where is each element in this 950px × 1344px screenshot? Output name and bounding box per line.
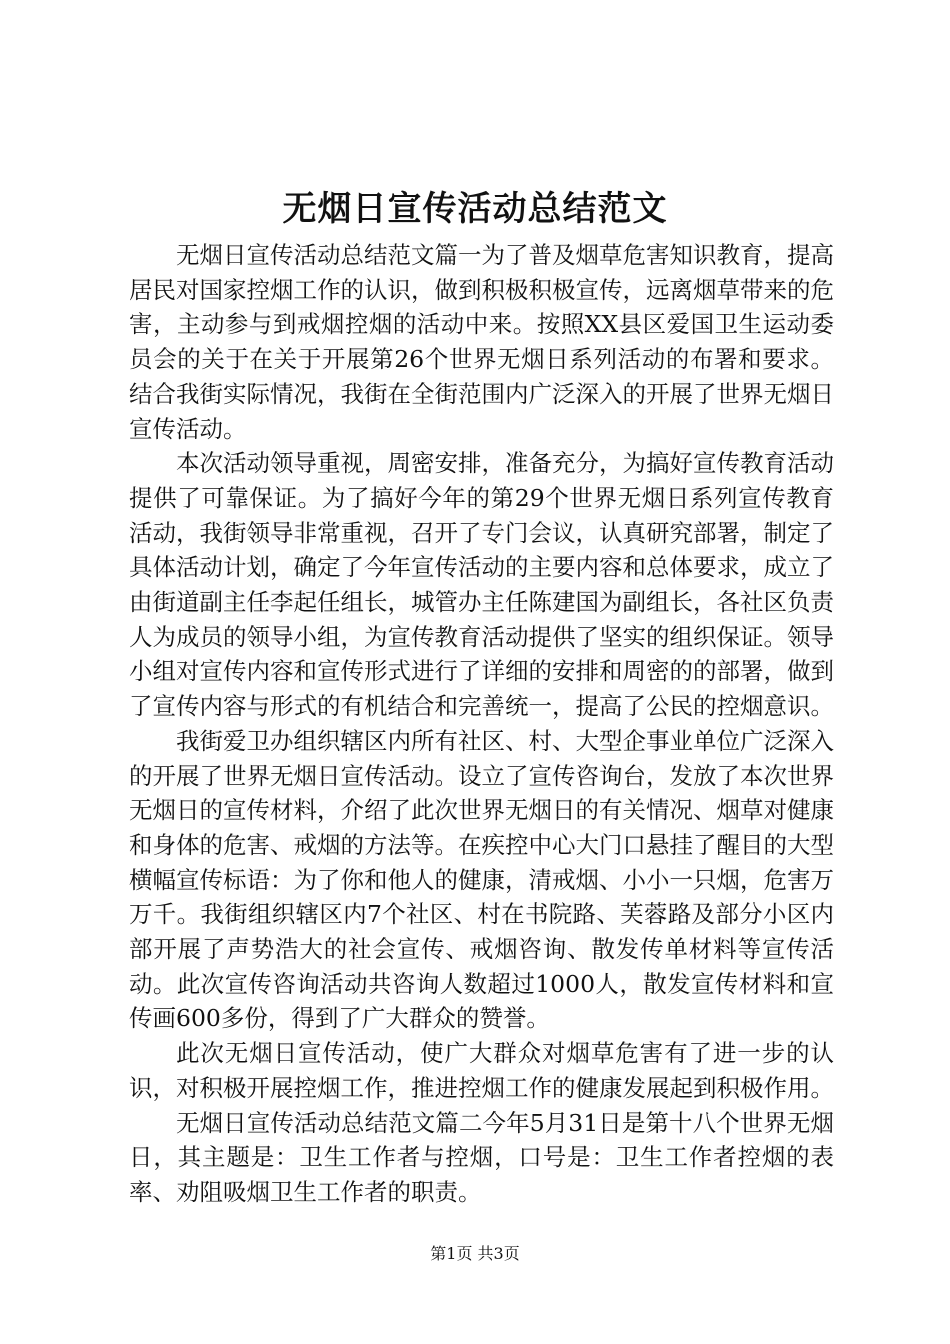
paragraph-5: 无烟日宣传活动总结范文篇二今年5月31日是第十八个世界无烟日，其主题是：卫生工作者与控烟，口号是：卫生工作者控烟的表率、劝阻吸烟卫生工作者的职责。 <box>129 1108 834 1206</box>
paragraph-4: 此次无烟日宣传活动，使广大群众对烟草危害有了进一步的认识，对积极开展控烟工作，推进控烟工作的健康发展起到积极作用。 <box>129 1039 834 1102</box>
document-title: 无烟日宣传活动总结范文 <box>282 189 668 229</box>
page-number-footer: 第1页 共3页 <box>430 1244 520 1263</box>
paragraph-2: 本次活动领导重视，周密安排，准备充分，为搞好宣传教育活动提供了可靠保证。为了搞好今年的第29个世界无烟日系列宣传教育活动，我街领导非常重视，召开了专门会议，认真研究部署，制定了具体活动计划，确定了今年宣传活动的主要内容和总体要求，成立了由街道副主任李起任组长，城管办主任陈建国为副组长，各社区负责人为成员的领导小组，为宣传教育活动提供了坚实的组织保证。领导小组对宣传内容和宣传形式进行了详细的安排和周密的的部署，做到了宣传内容与形式的有机结合和完善统一，提高了公民的控烟意识。 <box>129 449 834 721</box>
paragraph-1: 无烟日宣传活动总结范文篇一为了普及烟草危害知识教育，提高居民对国家控烟工作的认识，做到积极积极宣传，远离烟草带来的危害，主动参与到戒烟控烟的活动中来。按照XX县区爱国卫生运动委员会的关于在关于开展第26个世界无烟日系列活动的布署和要求。结合我街实际情况，我街在全街范围内广泛深入的开展了世界无烟日宣传活动。 <box>129 241 834 443</box>
document-body <box>129 238 834 1210</box>
paragraph-3: 我街爱卫办组织辖区内所有社区、村、大型企事业单位广泛深入的开展了世界无烟日宣传活动。设立了宣传咨询台，发放了本次世界无烟日的宣传材料，介绍了此次世界无烟日的有关情况、烟草对健康和身体的危害、戒烟的方法等。在疾控中心大门口悬挂了醒目的大型横幅宣传标语：为了你和他人的健康，清戒烟、小小一只烟，危害万万千。我街组织辖区内7个社区、村在书院路、芙蓉路及部分小区内部开展了声势浩大的社会宣传、戒烟咨询、散发传单材料等宣传活动。此次宣传咨询活动共咨询人数超过1000人，散发宣传材料和宣传画600多份，得到了广大群众的赞誉。 <box>129 726 834 1033</box>
